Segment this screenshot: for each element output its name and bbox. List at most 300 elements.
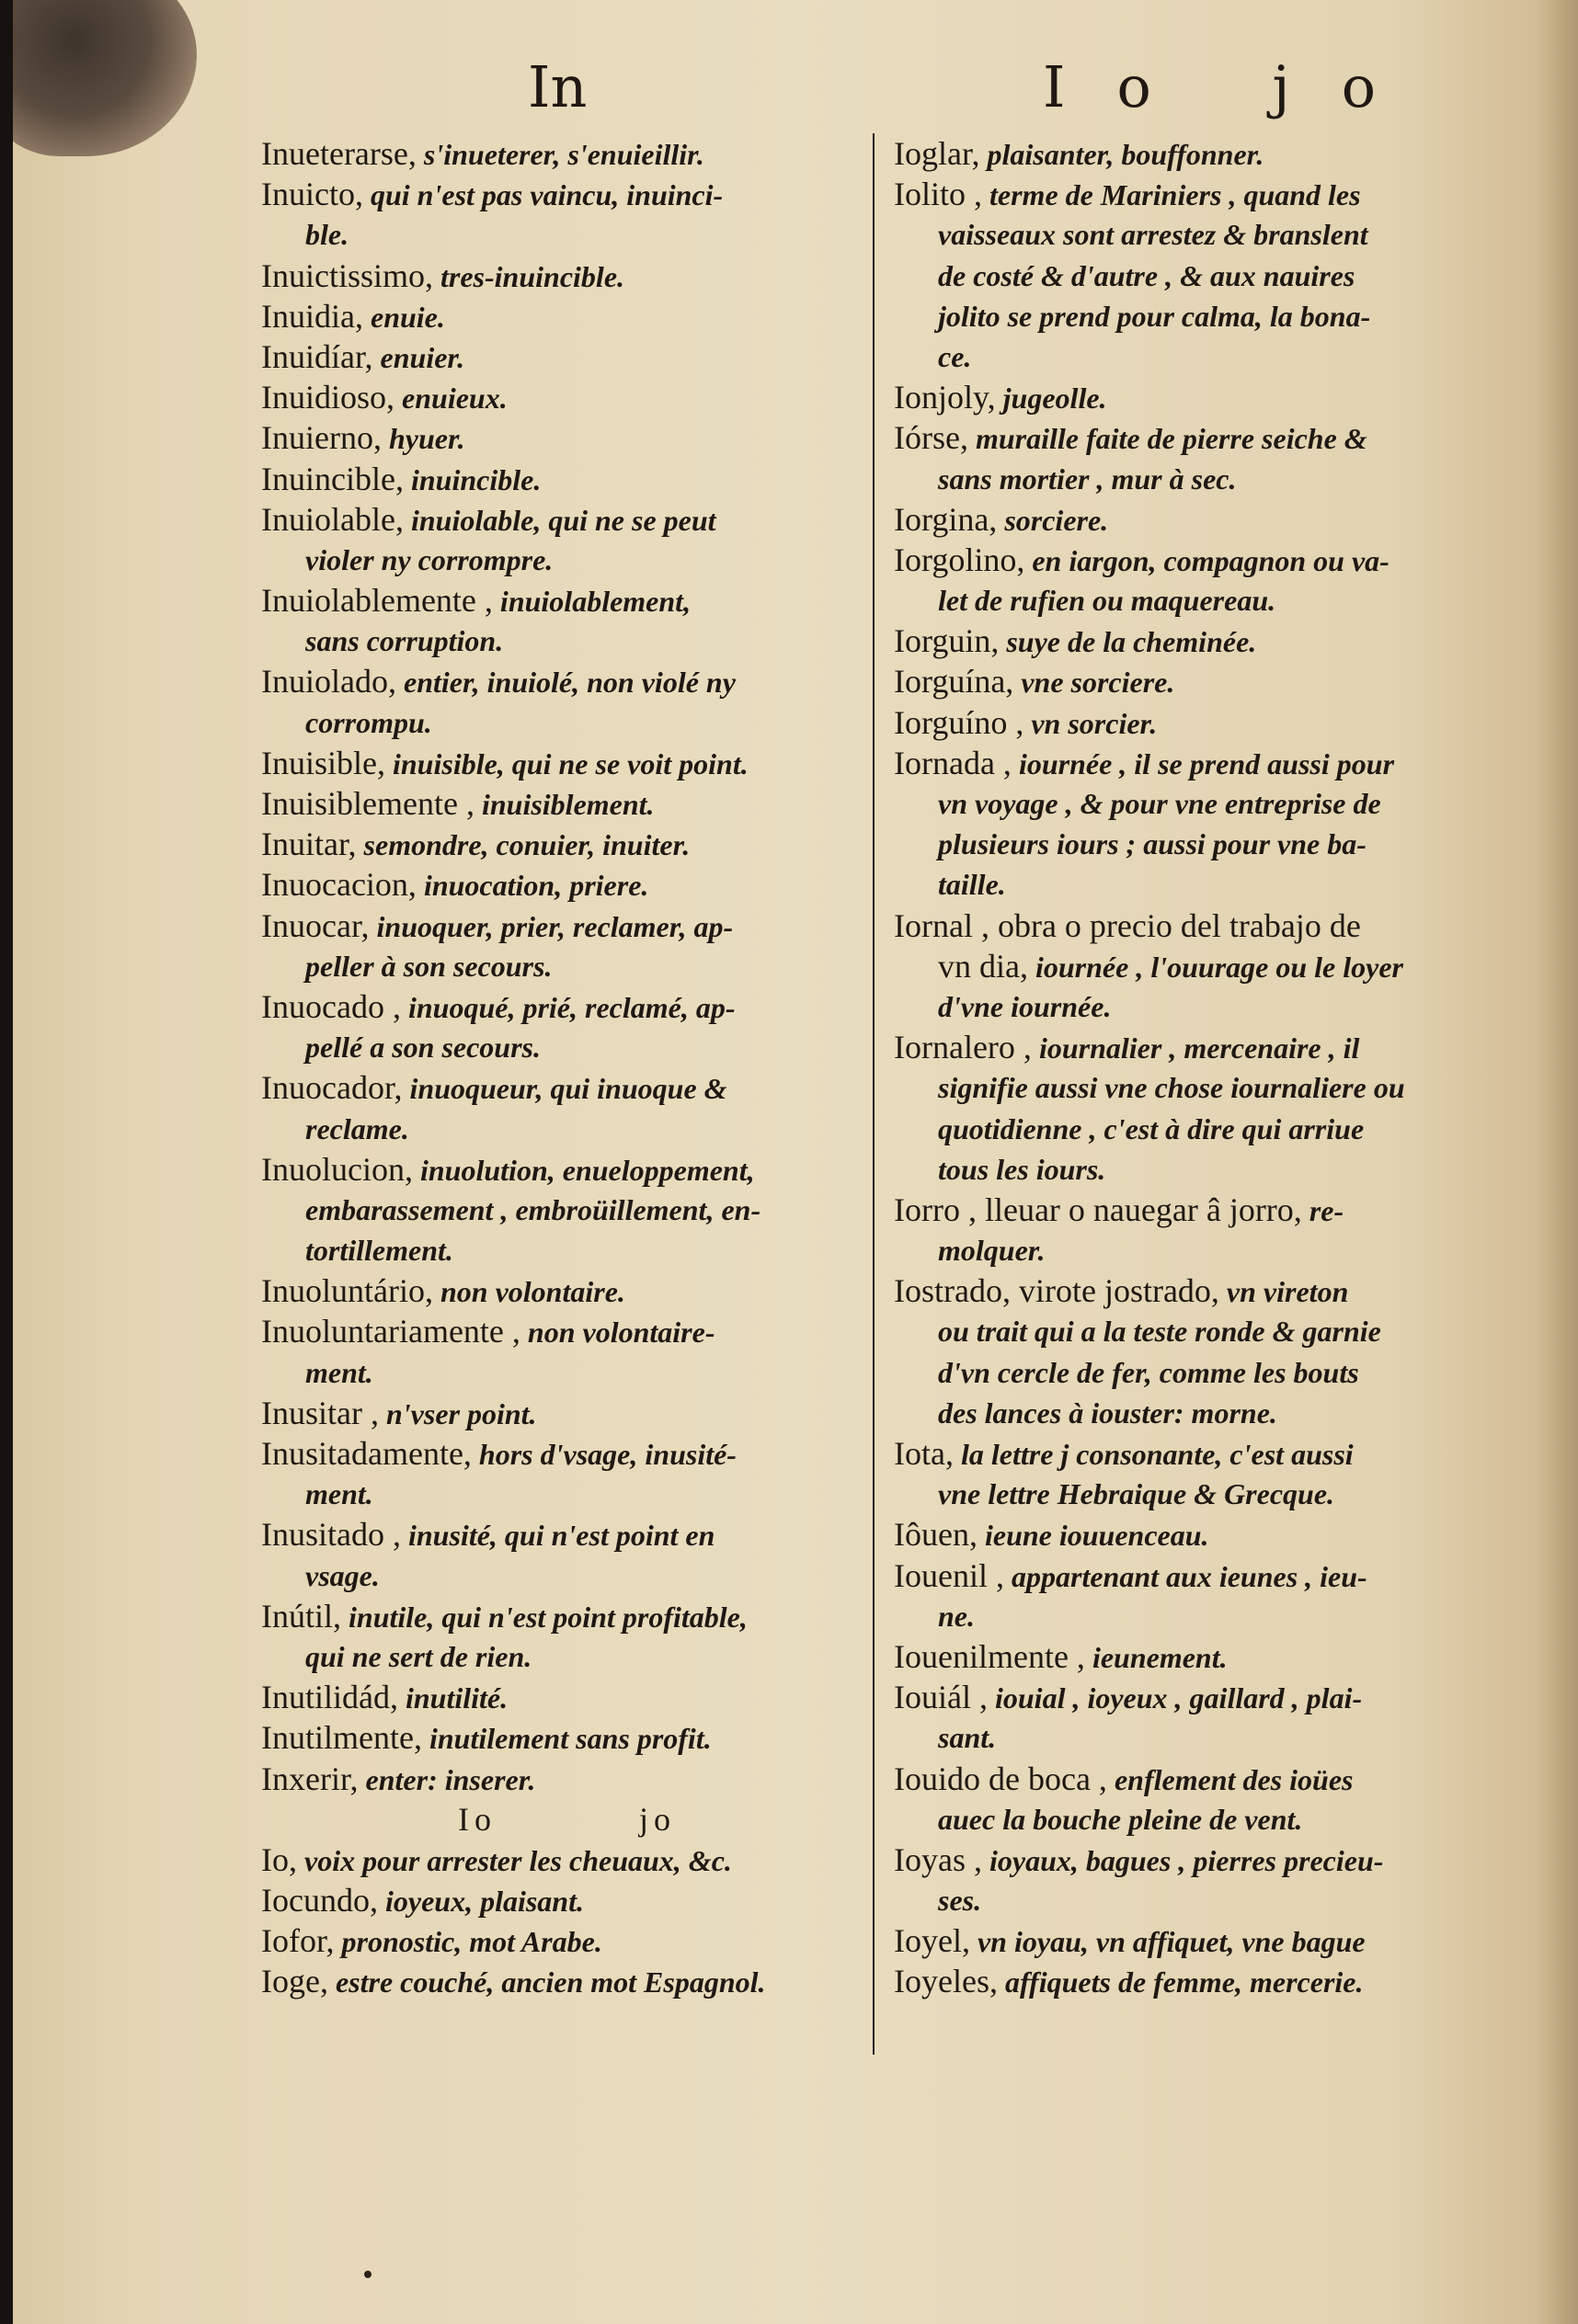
french-gloss: ne.: [938, 1599, 975, 1633]
entry-line: [261, 783, 873, 824]
headword: Io,: [261, 1840, 297, 1878]
dictionary-entry: [894, 377, 1510, 417]
entry-line: [894, 661, 1510, 701]
headword: Inuoluntário,: [261, 1272, 433, 1310]
dictionary-entry: [894, 1027, 1510, 1190]
dictionary-entry: [261, 1717, 873, 1758]
entry-line: [261, 580, 873, 621]
french-gloss: violer ny corrompre.: [305, 542, 554, 576]
french-gloss: ce.: [938, 339, 972, 373]
right-column: [894, 133, 1510, 2002]
french-gloss: en iargon, compagnon ou va-: [1024, 543, 1389, 577]
entry-line: [894, 1027, 1510, 1067]
french-gloss: sans mortier , mur à sec.: [938, 461, 1237, 496]
french-gloss: inuoquer, prier, reclamer, ap-: [369, 909, 734, 943]
entry-line: [261, 1027, 873, 1067]
entry-line: [261, 1474, 873, 1514]
french-gloss: qui n'est pas vaincu, inuinci-: [362, 178, 724, 212]
french-gloss: inuiolablement,: [492, 585, 692, 619]
spanish-text: obra o precio del trabajo de: [989, 906, 1361, 944]
entry-line: [894, 1149, 1510, 1190]
french-gloss: corrompu.: [305, 705, 432, 739]
dictionary-entry: [894, 1514, 1510, 1555]
headword: Inuisiblemente ,: [261, 785, 475, 822]
entry-line: [261, 702, 873, 743]
entry-line: [894, 1433, 1510, 1474]
french-gloss: d'vne iournée.: [938, 989, 1112, 1023]
french-gloss: n'vser point.: [378, 1396, 537, 1430]
dictionary-entry: [261, 1433, 873, 1514]
entry-line: [261, 1311, 873, 1351]
entry-line: [261, 986, 873, 1027]
french-gloss: iournée , il se prend aussi pour: [1011, 746, 1395, 780]
entry-line: [261, 824, 873, 864]
french-gloss: jugeolle.: [995, 382, 1107, 416]
running-header-right: Io jo: [1043, 53, 1428, 120]
dictionary-entry: [894, 540, 1510, 621]
dictionary-entry: [261, 1596, 873, 1677]
french-gloss: inuisible, qui ne se voit point.: [384, 746, 749, 780]
headword: Iouido de boca ,: [894, 1760, 1107, 1797]
dictionary-entry: [261, 1311, 873, 1392]
dictionary-entry: [261, 1840, 873, 1880]
entry-line: [894, 1880, 1510, 1920]
entry-line: [894, 417, 1510, 458]
entry-line: [894, 1555, 1510, 1596]
water-stain: [13, 0, 197, 156]
entry-line: [261, 1840, 873, 1880]
headword: Iornal ,: [894, 906, 989, 944]
french-gloss: reclame.: [305, 1111, 409, 1145]
dictionary-entry: [894, 1840, 1510, 1920]
french-gloss: enflement des ioües: [1106, 1762, 1354, 1796]
headword: Iouenilmente ,: [894, 1637, 1085, 1675]
entry-line: [261, 417, 873, 458]
entry-line: [894, 1961, 1510, 2001]
french-gloss: qui ne sert de rien.: [305, 1639, 532, 1673]
column-divider: [873, 133, 875, 2055]
french-gloss: inutilité.: [397, 1681, 509, 1715]
french-gloss: pellé a son secours.: [305, 1031, 541, 1065]
headword: Iorguíno ,: [894, 703, 1024, 741]
french-gloss: enter: inserer.: [358, 1762, 536, 1796]
entry-line: [261, 661, 873, 701]
headword: Ioglar,: [894, 135, 980, 172]
entry-line: [894, 1393, 1510, 1433]
entry-line: [261, 336, 873, 377]
dictionary-entry: [261, 377, 873, 417]
french-gloss: des lances à iouster: morne.: [938, 1396, 1277, 1430]
entry-line: [261, 377, 873, 417]
dictionary-entry: [261, 1067, 873, 1148]
headword: Inuictissimo,: [261, 256, 433, 294]
headword: Inuocador,: [261, 1069, 403, 1107]
entry-line: [894, 864, 1510, 905]
entry-line: [894, 1799, 1510, 1840]
entry-line: [894, 214, 1510, 255]
entry-line: [894, 499, 1510, 540]
french-gloss: vne sorciere.: [1013, 666, 1175, 700]
running-header-left: In: [528, 53, 588, 120]
headword: Inuicto,: [261, 176, 363, 213]
entry-line: [894, 824, 1510, 864]
french-gloss: inuolution, enueloppement,: [412, 1153, 755, 1187]
french-gloss: vaisseaux sont arrestez & branslent: [938, 218, 1368, 252]
french-gloss: muraille faite de pierre seiche &: [967, 422, 1367, 456]
dictionary-entry: [261, 661, 873, 742]
french-gloss: ieune iouuenceau.: [977, 1519, 1209, 1553]
entry-line: [894, 133, 1510, 174]
headword: Inuiolado,: [261, 663, 396, 701]
section-heading: Io jo: [458, 1800, 676, 1838]
entry-line: [261, 1677, 873, 1717]
french-gloss: sans corruption.: [305, 624, 504, 658]
french-gloss: semondre, conuier, inuiter.: [356, 828, 691, 862]
french-gloss: vn sorcier.: [1023, 706, 1158, 740]
french-gloss: d'vn cercle de fer, comme les bouts: [938, 1355, 1359, 1389]
entry-line: [894, 540, 1510, 580]
french-gloss: inutilement sans profit.: [421, 1722, 712, 1756]
french-gloss: vsage.: [305, 1558, 380, 1592]
dictionary-entry: [894, 1636, 1510, 1677]
french-gloss: ses.: [938, 1884, 982, 1918]
headword: Ionjoly,: [894, 379, 996, 416]
french-gloss: plaisanter, bouffonner.: [979, 138, 1264, 171]
french-gloss: hors d'vsage, inusité-: [471, 1438, 737, 1471]
headword: Inuocado ,: [261, 987, 401, 1025]
entry-line: [261, 1717, 873, 1758]
dictionary-entry: [894, 1961, 1510, 2001]
headword: Inxerir,: [261, 1760, 359, 1797]
french-gloss: ble.: [305, 218, 349, 252]
dictionary-entry: [261, 743, 873, 783]
headword: Inútil,: [261, 1597, 341, 1635]
dictionary-entry: [261, 783, 873, 824]
french-gloss: tortillement.: [305, 1234, 453, 1268]
entry-line: [261, 1149, 873, 1190]
entry-line: [261, 174, 873, 214]
dictionary-entry: [261, 296, 873, 336]
french-gloss: tous les iours.: [938, 1152, 1106, 1186]
french-gloss: non volontaire.: [432, 1275, 625, 1309]
headword: Inuidíar,: [261, 337, 373, 375]
headword: Inuidia,: [261, 297, 363, 335]
entry-line: [894, 377, 1510, 417]
headword: Iorguína,: [894, 663, 1014, 701]
entry-line: [894, 459, 1510, 499]
headword: Iota,: [894, 1435, 954, 1472]
headword: Inusitadamente,: [261, 1435, 472, 1472]
entry-line: [261, 1555, 873, 1596]
french-gloss: entier, inuiolé, non violé ny: [395, 666, 736, 700]
headword: Iostrado,: [894, 1272, 1011, 1310]
french-gloss: molquer.: [938, 1234, 1046, 1268]
french-gloss: hyuer.: [381, 422, 465, 456]
entry-line: [261, 1920, 873, 1961]
headword: Inuiolable,: [261, 500, 404, 538]
dictionary-entry: [261, 1677, 873, 1717]
dictionary-entry: [894, 743, 1510, 906]
entry-line: [261, 540, 873, 580]
french-gloss: vn voyage , & pour vne entreprise de: [938, 787, 1381, 820]
dictionary-entry: [894, 1190, 1510, 1270]
french-gloss: plusieurs iours ; aussi pour vne ba-: [938, 827, 1366, 861]
french-gloss: tres-inuincible.: [433, 259, 625, 293]
entry-line: [261, 214, 873, 255]
french-gloss: ieunement.: [1084, 1640, 1228, 1674]
french-gloss: inuoqué, prié, reclamé, ap-: [400, 990, 736, 1024]
entry-line: [894, 1677, 1510, 1717]
entry-line: [261, 256, 873, 296]
dictionary-entry: [894, 621, 1510, 661]
dictionary-entry: [261, 986, 873, 1067]
entry-line: [261, 946, 873, 986]
entry-line: [261, 621, 873, 661]
entry-line: [261, 1961, 873, 2001]
dictionary-entry: [894, 1270, 1510, 1433]
headword: Iofor,: [261, 1922, 335, 1960]
entry-line: [894, 1270, 1510, 1311]
spanish-text: vn dia,: [938, 947, 1028, 985]
dictionary-entry: [261, 580, 873, 661]
headword: Inuocacion,: [261, 866, 417, 904]
entry-line: [894, 1352, 1510, 1393]
headword: Ioyas ,: [894, 1840, 982, 1878]
french-gloss: inuincible.: [403, 462, 542, 496]
french-gloss: iouial , ioyeux , gaillard , plai-: [987, 1681, 1363, 1715]
headword: Inuisible,: [261, 744, 385, 781]
headword: Iorro ,: [894, 1190, 977, 1228]
french-gloss: la lettre j consonante, c'est aussi: [953, 1438, 1354, 1471]
french-gloss: ioyeux, plaisant.: [377, 1885, 584, 1919]
french-gloss: re-: [1301, 1193, 1344, 1227]
left-column: [261, 133, 873, 2002]
headword: Inuocar,: [261, 906, 370, 944]
headword: Iorguin,: [894, 622, 1000, 660]
french-gloss: pronostic, mot Arabe.: [334, 1925, 602, 1959]
headword: Inutilidád,: [261, 1679, 398, 1716]
headword: Iocundo,: [261, 1882, 378, 1920]
entry-line: [261, 499, 873, 540]
headword: Iolito ,: [894, 176, 982, 213]
book-page: [13, 0, 1578, 2324]
headword: Inuoluntariamente ,: [261, 1313, 520, 1350]
dictionary-entry: [261, 256, 873, 296]
entry-line: [894, 1636, 1510, 1677]
french-gloss: vn vireton: [1218, 1275, 1349, 1309]
french-gloss: signifie aussi vne chose iournaliere ou: [938, 1071, 1405, 1105]
dictionary-entry: [894, 1759, 1510, 1840]
french-gloss: inuisiblement.: [474, 788, 655, 821]
entry-line: [261, 1270, 873, 1311]
dictionary-entry: [261, 1920, 873, 1961]
entry-line: [261, 1067, 873, 1108]
french-gloss: sant.: [938, 1721, 997, 1755]
entry-line: [894, 1920, 1510, 1961]
headword: Iorgina,: [894, 500, 998, 538]
headword: Iouenil ,: [894, 1556, 1004, 1594]
entry-line: [894, 174, 1510, 214]
french-gloss: vne lettre Hebraique & Grecque.: [938, 1477, 1335, 1511]
dictionary-entry: [894, 702, 1510, 743]
french-gloss: ioyaux, bagues , pierres precieu-: [981, 1843, 1384, 1877]
entry-line: [261, 1433, 873, 1474]
french-gloss: enuier.: [372, 340, 465, 374]
french-gloss: ou trait qui a la teste ronde & garnie: [938, 1315, 1381, 1349]
french-gloss: inuoqueur, qui inuoque &: [402, 1072, 727, 1106]
french-gloss: taille.: [938, 868, 1006, 902]
dictionary-entry: [261, 1759, 873, 1799]
entry-line: [894, 906, 1510, 946]
headword: Inusitado ,: [261, 1516, 401, 1554]
headword: Inuolucion,: [261, 1150, 413, 1188]
french-gloss: iournée , l'ouurage ou le loyer: [1027, 950, 1403, 984]
french-gloss: jolito se prend pour calma, la bona-: [938, 299, 1371, 333]
entry-line: [894, 1759, 1510, 1799]
entry-line: [894, 1717, 1510, 1758]
dictionary-entry: [894, 1433, 1510, 1514]
entry-line: [261, 1596, 873, 1636]
entry-line: [894, 743, 1510, 783]
dictionary-entry: [261, 864, 873, 905]
headword: Iórse,: [894, 419, 968, 457]
dictionary-entry: [894, 906, 1510, 1028]
entry-line: [261, 133, 873, 174]
entry-line: [894, 336, 1510, 377]
french-gloss: terme de Mariniers , quand les: [982, 178, 1361, 212]
page-edge-shadow: [1536, 0, 1578, 2324]
french-gloss: sorciere.: [997, 503, 1109, 537]
dictionary-entry: [894, 1555, 1510, 1636]
dictionary-entry: [894, 133, 1510, 174]
dictionary-entry: [894, 174, 1510, 377]
entry-line: [894, 702, 1510, 743]
french-gloss: inuiolable, qui ne se peut: [403, 503, 716, 537]
headword: Ioge,: [261, 1963, 328, 2000]
entry-line: [894, 1109, 1510, 1149]
entry-line: [261, 1759, 873, 1799]
french-gloss: inuocation, priere.: [416, 869, 649, 903]
entry-line: [261, 1190, 873, 1230]
dictionary-entry: [261, 1149, 873, 1271]
french-gloss: let de rufien ou maquereau.: [938, 584, 1276, 618]
entry-line: [894, 1840, 1510, 1880]
entry-line: [894, 1190, 1510, 1230]
spanish-text: lleuar o nauegar â jorro,: [976, 1190, 1302, 1228]
headword: Ioyel,: [894, 1922, 970, 1960]
entry-line: [894, 946, 1510, 986]
dictionary-entry: [261, 133, 873, 174]
headword: Ioyeles,: [894, 1963, 998, 2000]
entry-line: [894, 296, 1510, 336]
entry-line: [894, 1596, 1510, 1636]
entry-line: [261, 459, 873, 499]
headword: Inuidioso,: [261, 379, 395, 416]
french-gloss: ment.: [305, 1477, 373, 1511]
entry-line: [894, 1230, 1510, 1270]
headword: Inusitar ,: [261, 1394, 379, 1431]
french-gloss: appartenant aux ieunes , ieu-: [1003, 1559, 1367, 1593]
entry-line: [894, 1474, 1510, 1514]
entry-line: [894, 1311, 1510, 1351]
headword: Inutilmente,: [261, 1719, 422, 1757]
entry-line: [261, 906, 873, 946]
french-gloss: suye de la cheminée.: [999, 625, 1257, 659]
headword: Iouiál ,: [894, 1679, 988, 1716]
headword: Inuitar,: [261, 826, 357, 863]
french-gloss: inusité, qui n'est point en: [400, 1519, 715, 1553]
entry-line: [894, 621, 1510, 661]
french-gloss: non volontaire-: [520, 1316, 715, 1350]
dictionary-entry: [261, 906, 873, 986]
french-gloss: de costé & d'autre , & aux nauires: [938, 258, 1355, 292]
french-gloss: iournalier , mercenaire , il: [1031, 1031, 1360, 1065]
dictionary-entry: [261, 1514, 873, 1595]
dictionary-entry: [261, 499, 873, 580]
entry-line: [261, 1514, 873, 1555]
dictionary-entry: [261, 459, 873, 499]
french-gloss: vn ioyau, vn affiquet, vne bague: [969, 1925, 1366, 1959]
ink-speck: [364, 2271, 372, 2278]
headword: Inuierno,: [261, 419, 382, 457]
entry-line: [261, 296, 873, 336]
french-gloss: peller à son secours.: [305, 949, 553, 983]
french-gloss: embarassement , embroüillement, en-: [305, 1192, 761, 1226]
spanish-text: virote jostrado,: [1010, 1272, 1219, 1310]
dictionary-entry: [261, 1880, 873, 1920]
french-gloss: auec la bouche pleine de vent.: [938, 1802, 1303, 1836]
entry-line: [261, 1393, 873, 1433]
headword: Inueterarse,: [261, 135, 417, 172]
french-gloss: enuie.: [362, 300, 445, 334]
entry-line: [261, 1109, 873, 1149]
headword: Iornada ,: [894, 744, 1012, 781]
dictionary-entry: [894, 1677, 1510, 1758]
dictionary-entry: [261, 1270, 873, 1311]
dictionary-entry: [261, 1961, 873, 2001]
french-gloss: estre couché, ancien mot Espagnol.: [327, 1965, 766, 1999]
headword: Inuiolablemente ,: [261, 582, 493, 620]
french-gloss: enuieux.: [394, 382, 508, 416]
dictionary-entry: [894, 661, 1510, 701]
entry-line: [261, 743, 873, 783]
french-gloss: inutile, qui n'est point profitable,: [341, 1600, 748, 1634]
entry-line: [894, 1067, 1510, 1108]
dictionary-entry: [894, 417, 1510, 498]
entry-line: [261, 1636, 873, 1677]
entry-line: [894, 986, 1510, 1027]
entry-line: [261, 1230, 873, 1270]
entry-line: [261, 864, 873, 905]
entry-line: [261, 1880, 873, 1920]
headword: Iornalero ,: [894, 1029, 1032, 1066]
french-gloss: quotidienne , c'est à dire qui arriue: [938, 1111, 1365, 1145]
headword: Iôuen,: [894, 1516, 978, 1554]
dictionary-entry: [261, 417, 873, 458]
dictionary-entry: [261, 824, 873, 864]
french-gloss: ment.: [305, 1355, 373, 1389]
dictionary-entry: [261, 1393, 873, 1433]
entry-line: [894, 1514, 1510, 1555]
dictionary-entry: [261, 174, 873, 255]
entry-line: [894, 580, 1510, 621]
french-gloss: voix pour arrester les cheuaux, &c.: [297, 1843, 732, 1877]
entry-line: [261, 1352, 873, 1393]
headword: Inuincible,: [261, 460, 404, 497]
french-gloss: s'inueterer, s'enuieillir.: [416, 138, 704, 171]
entry-line: [894, 256, 1510, 296]
french-gloss: affiquets de femme, mercerie.: [997, 1965, 1364, 1999]
